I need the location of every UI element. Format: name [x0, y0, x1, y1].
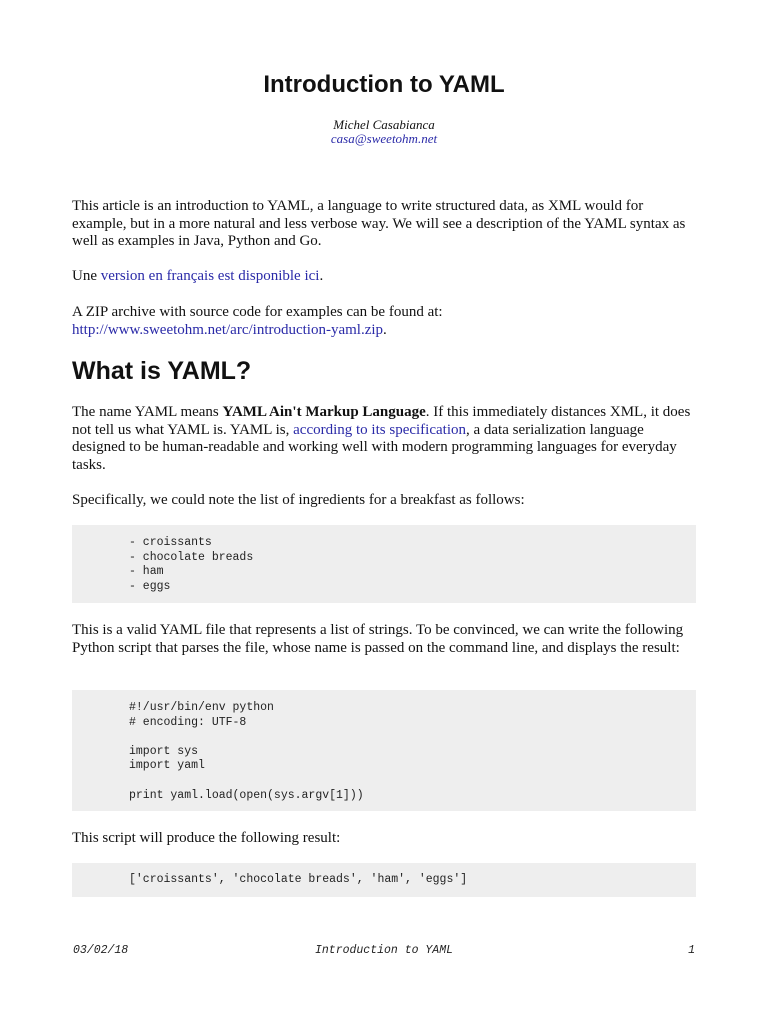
yaml-name-paragraph — [72, 404, 698, 474]
yaml-name-text-c: , a data serialization language designed to be human-readable and working well with modern programming languages for everyday tasks. — [72, 421, 677, 473]
result-paragraph: This script will produce the following result: — [72, 830, 341, 846]
intro-paragraph: This article is an introduction to YAML, a language to write structured data, as XML would for example, but in a more natural and less verbose way. We will see a description of the YAML syntax as well as examples in Java, Python and Go. — [72, 198, 686, 249]
french-suffix: . — [319, 268, 324, 284]
zip-archive-paragraph — [72, 304, 698, 339]
footer-page-number: 1 — [688, 944, 695, 957]
author-name: Michel Casabianca — [333, 117, 435, 132]
yaml-acronym-bold: YAML Ain't Markup Language — [222, 404, 426, 420]
python-script-paragraph: This is a valid YAML file that represents a list of strings. To be convinced, we can write the following Python script that parses the file, whose name is passed on the command line, and displays the result: — [72, 622, 684, 656]
document-title: Introduction to YAML — [263, 71, 505, 98]
french-version-paragraph — [72, 268, 698, 286]
section-heading: What is YAML? — [72, 357, 252, 385]
zip-archive-suffix: . — [383, 321, 387, 338]
yaml-name-text-a: The name YAML means — [72, 404, 223, 420]
code-block-python: #!/usr/bin/env python # encoding: UTF-8 import sys import yaml print yaml.load(open(sys.argv[1])) — [72, 690, 696, 811]
specification-link[interactable]: according to its specification — [293, 421, 466, 438]
code-block-yaml-list: - croissants - chocolate breads - ham - eggs — [72, 525, 696, 603]
zip-archive-text: A ZIP archive with source code for examples can be found at: — [72, 304, 443, 320]
zip-archive-link[interactable]: http://www.sweetohm.net/arc/introduction-yaml.zip — [72, 321, 384, 338]
yaml-name-text-b: . If this immediately distances XML, it does not tell us what YAML is. YAML is, — [72, 404, 691, 438]
code-block-result: ['croissants', 'chocolate breads', 'ham', 'eggs'] — [72, 863, 696, 897]
footer-date: 03/02/18 — [73, 944, 129, 957]
french-prefix: Une — [72, 268, 101, 284]
footer-title: Introduction to YAML — [314, 944, 454, 957]
breakfast-paragraph: Specifically, we could note the list of ingredients for a breakfast as follows: — [72, 492, 525, 508]
french-version-link[interactable]: version en français est disponible ici — [100, 268, 320, 284]
author-email-link[interactable]: casa@sweetohm.net — [330, 131, 438, 146]
